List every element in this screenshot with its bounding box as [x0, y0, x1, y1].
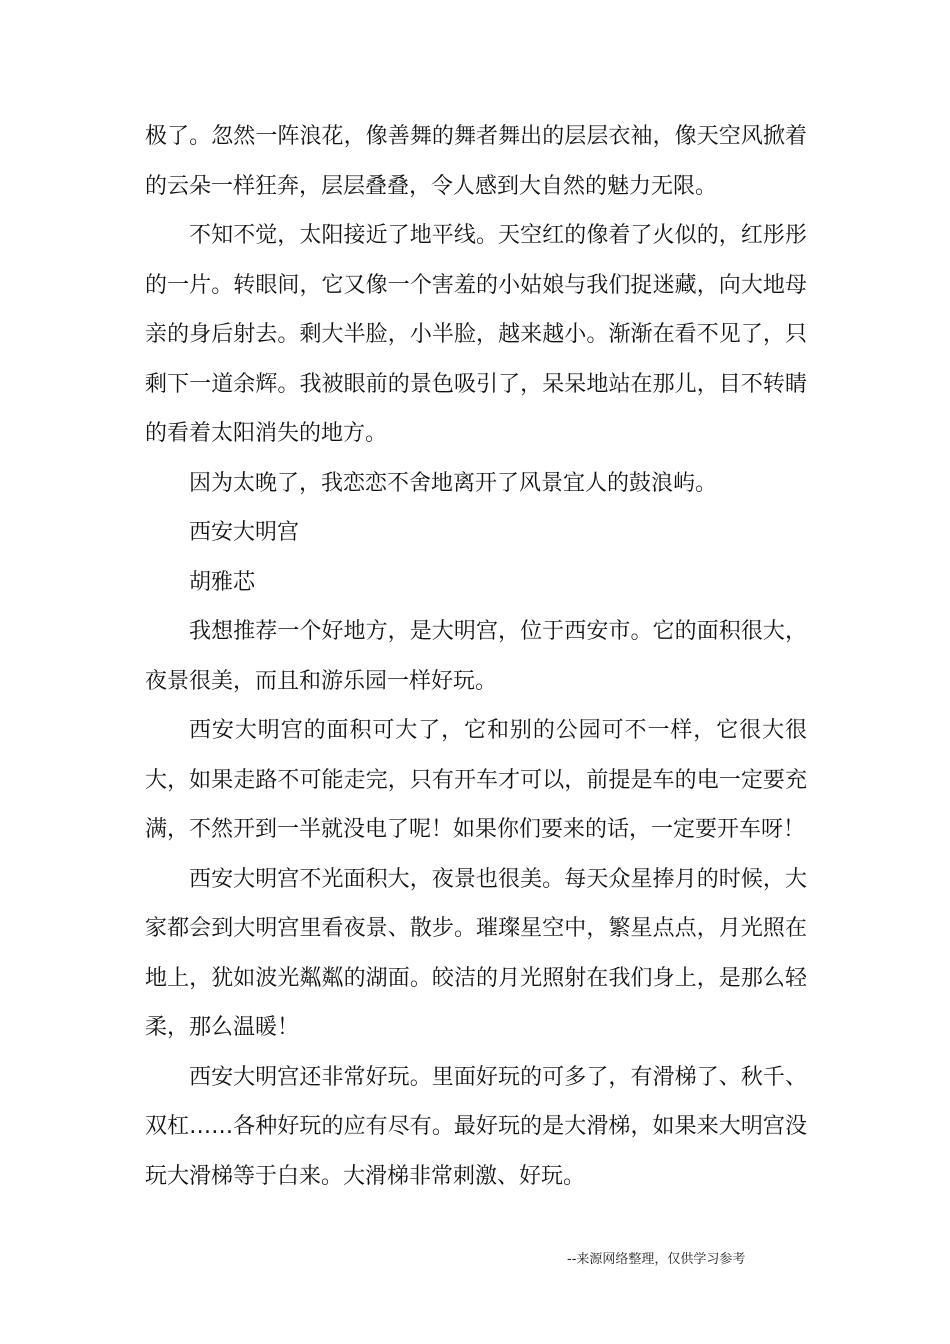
- paragraph: 西安大明宫不光面积大，夜景也很美。每天众星捧月的时候，大家都会到大明宫里看夜景、散步。璀璨星空中，繁星点点，月光照在地上，犹如波光粼粼的湖面。皎洁的月光照射在我们身上，是那么轻柔，那么温暖！: [145, 866, 807, 1040]
- paragraph: 极了。忽然一阵浪花，像善舞的舞者舞出的层层衣袖，像天空风掀着的云朵一样狂奔，层层叠叠，令人感到大自然的魅力无限。: [145, 124, 807, 199]
- paragraph: 我想推荐一个好地方，是大明宫，位于西安市。它的面积很大，夜景很美，而且和游乐园一样好玩。: [145, 619, 807, 694]
- author-name: 胡雅芯: [189, 569, 256, 595]
- paragraph: 西安大明宫还非常好玩。里面好玩的可多了，有滑梯了、秋千、双杠……各种好玩的应有尽有。最好玩的是大滑梯，如果来大明宫没玩大滑梯等于白来。大滑梯非常刺激、好玩。: [145, 1064, 807, 1189]
- paragraph: 因为太晚了，我恋恋不舍地离开了风景宜人的鼓浪屿。: [189, 470, 718, 496]
- page-footer: --来源网络整理，仅供学习参考: [567, 1252, 746, 1267]
- section-title: 西安大明宫: [189, 520, 300, 545]
- paragraph: 不知不觉，太阳接近了地平线。天空红的像着了火似的，红彤彤的一片。转眼间，它又像一个害羞的小姑娘与我们捉迷藏，向大地母亲的身后射去。剩大半脸，小半脸，越来越小。渐渐在看不见了，只剩下一道余辉。我被眼前的景色吸引了，呆呆地站在那儿，目不转睛的看着太阳消失的地方。: [145, 223, 807, 446]
- paragraph: 西安大明宫的面积可大了，它和别的公园可不一样，它很大很大，如果走路不可能走完，只有开车才可以，前提是车的电一定要充满，不然开到一半就没电了呢！如果你们要来的话，一定要开车呀！: [145, 718, 807, 842]
- document-body: [145, 112, 807, 1201]
